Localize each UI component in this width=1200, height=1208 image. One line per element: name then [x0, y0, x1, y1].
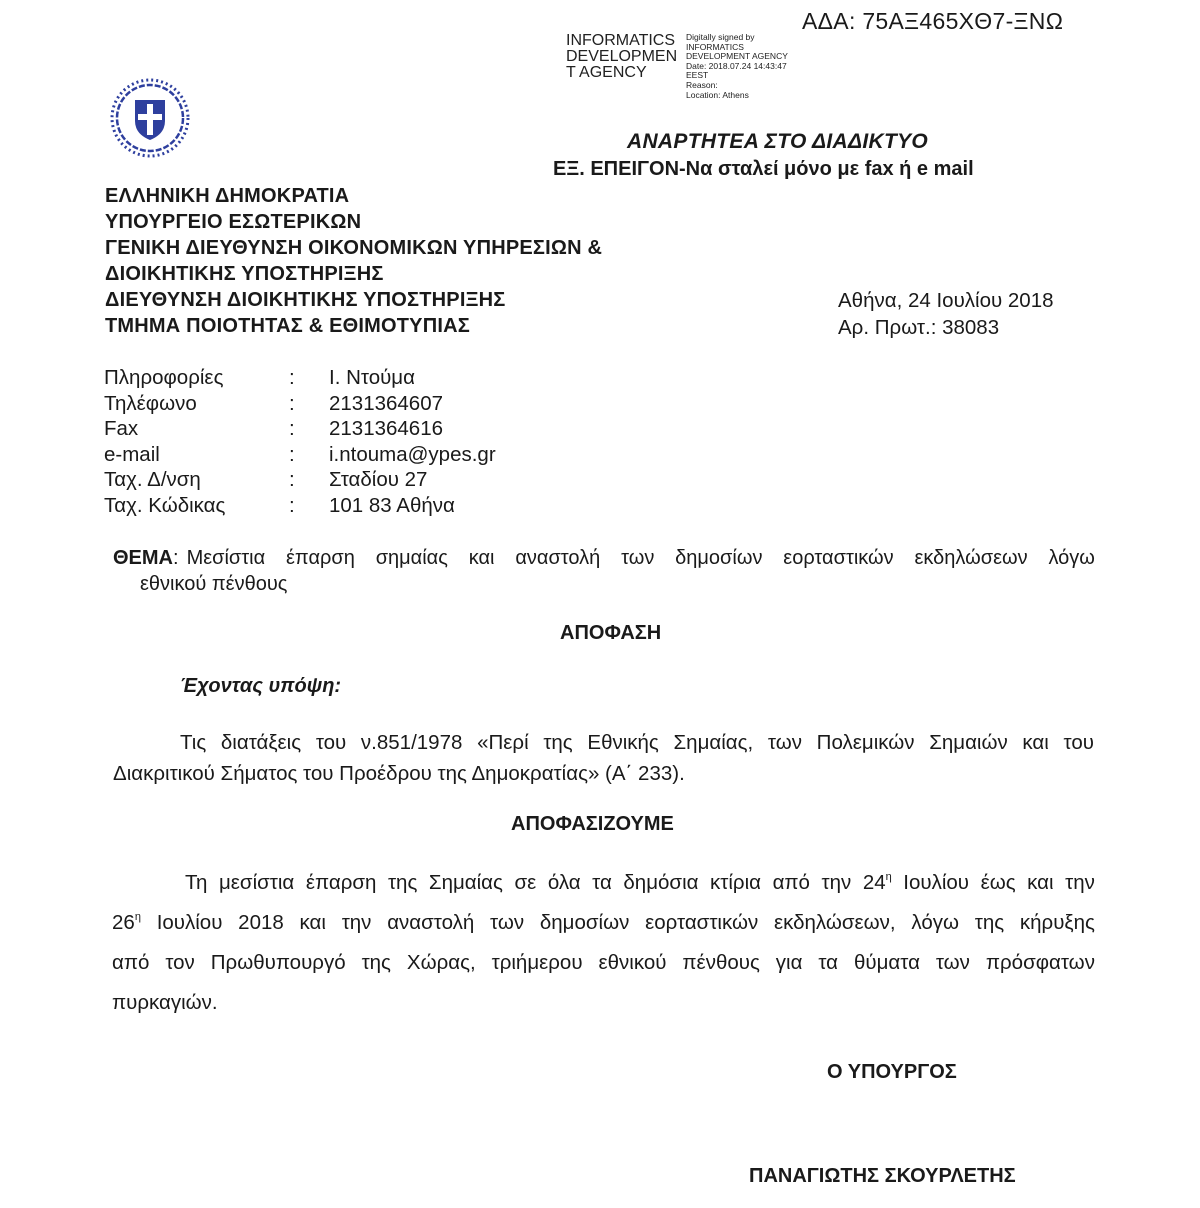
digital-signature-details [686, 33, 788, 100]
contact-value: 101 83 Αθήνα [329, 493, 455, 517]
contact-separator: : [289, 391, 295, 415]
authority-line: ΓΕΝΙΚΗ ΔΙΕΥΘΥΝΣΗ ΟΙΚΟΝΟΜΙΚΩΝ ΥΠΗΡΕΣΙΩΝ & [105, 237, 603, 259]
contact-value: i.ntouma@ypes.gr [329, 442, 496, 466]
word: εορταστικών [783, 547, 894, 569]
signature-detail: Date: 2018.07.24 14:43:47 [686, 60, 787, 71]
paragraph-line: Διακριτικού Σήματος του Προέδρου της Δημοκρατίας» (Α΄ 233). [113, 762, 685, 785]
word: σε [514, 871, 537, 894]
protocol-number: Αρ. Πρωτ.: 38083 [838, 316, 1000, 339]
word: του [315, 731, 347, 754]
contact-separator: : [289, 417, 295, 441]
contact-label: Fax [104, 417, 139, 441]
urgent-notice: ΕΞ. ΕΠΕΙΓΟΝ-Να σταλεί μόνο με fax ή e mail [553, 158, 974, 180]
word: λόγω [1048, 547, 1095, 569]
word: και [468, 547, 495, 569]
subject [113, 545, 1095, 597]
contact-value: 2131364616 [329, 417, 444, 441]
signature-detail: DEVELOPMENT AGENCY [686, 51, 788, 62]
considering-heading: Έχοντας υπόψη: [180, 675, 342, 697]
word: την [341, 911, 372, 934]
contact-label: e-mail [104, 442, 160, 466]
word: θύματα [853, 951, 920, 974]
word: $24^\eta$ [862, 871, 892, 894]
contact-value: 2131364607 [329, 391, 444, 415]
contact-separator: : [289, 366, 295, 389]
contact-separator: : [289, 493, 295, 517]
word: του [1063, 731, 1094, 754]
contact-separator: : [289, 442, 295, 466]
place-date: Αθήνα, 24 Ιουλίου 2018 [838, 289, 1054, 312]
digital-signature-signer [566, 33, 677, 81]
word: έπαρση [286, 547, 355, 569]
word: την [1065, 871, 1095, 894]
word: εθνικού [598, 951, 667, 974]
word: των [935, 951, 970, 974]
word: αναστολή [387, 911, 475, 934]
word: Σημαίας, [673, 731, 754, 754]
paragraph-line [112, 863, 1095, 903]
contact-label: Ταχ. Δ/νση [104, 468, 201, 492]
word: Τις [180, 731, 207, 754]
word: κτίρια [710, 871, 762, 894]
word: και [1022, 731, 1049, 754]
contact-label: Ταχ. Κώδικας [104, 493, 226, 517]
word: κήρυξης [1019, 911, 1095, 934]
word: εορταστικών [645, 911, 759, 934]
authority-line: ΤΜΗΜΑ ΠΟΙΟΤΗΤΑΣ & ΕΘΙΜΟΤΥΠΙΑΣ [105, 315, 470, 337]
decision-heading: ΑΠΟΦΑΣΗ [560, 622, 662, 644]
word: $26^\eta$ [112, 911, 141, 934]
word: των [621, 547, 655, 569]
issuing-authority [105, 183, 602, 339]
paragraph-line [112, 903, 1095, 943]
subject-text: εθνικού πένθους [140, 573, 288, 595]
word: πρόσφατων [985, 951, 1095, 974]
signature-detail: Digitally signed by [686, 32, 755, 42]
greek-state-emblem-icon [108, 76, 192, 160]
word: Σημαιών [929, 731, 1008, 754]
contact-label: Πληροφορίες [104, 366, 224, 389]
word: αναστολή [515, 547, 601, 569]
signer-line: T AGENCY [566, 64, 647, 81]
ada-code: ΑΔΑ: 75ΑΞ465ΧΘ7-ΞΝΩ [802, 8, 1064, 34]
word: των [767, 731, 802, 754]
signature-detail: INFORMATICS [686, 41, 744, 52]
word: Ιουλίου [156, 911, 223, 934]
word: των [490, 911, 525, 934]
word: διατάξεις [220, 731, 302, 754]
authority-line: ΥΠΟΥΡΓΕΙΟ ΕΣΩΤΕΡΙΚΩΝ [105, 211, 362, 233]
word: δημοσίων [675, 547, 763, 569]
word: Πολεμικών [816, 731, 915, 754]
authority-line: ΔΙΕΥΘΥΝΣΗ ΔΙΟΙΚΗΤΙΚΗΣ ΥΠΟΣΤΗΡΙΞΗΣ [105, 289, 506, 311]
consideration-paragraph [113, 727, 1094, 789]
ruling-text [185, 863, 1095, 903]
word: όλα [547, 871, 581, 894]
signature-detail: Location: Athens [686, 89, 749, 100]
word: από [772, 871, 810, 894]
word: 2018 [238, 911, 284, 934]
word: πένθους [682, 951, 760, 974]
paragraph-line: πυρκαγιών. [112, 991, 218, 1014]
authority-line: ΔΙΟΙΚΗΤΙΚΗΣ ΥΠΟΣΤΗΡΙΞΗΣ [105, 263, 384, 285]
word: εκδηλώσεων, [773, 911, 896, 934]
word: έως [980, 871, 1016, 894]
word: ν.851/1978 [360, 731, 463, 754]
subject-text [187, 545, 1095, 571]
word: και [1027, 871, 1054, 894]
contact-value: Σταδίου 27 [329, 468, 428, 492]
word: τον [165, 951, 195, 974]
word: εκδηλώσεων [914, 547, 1028, 569]
word: Σημαίας [428, 871, 503, 894]
subject-line: ΘΕΜΑ: Μεσίστια έπαρση σημαίας και αναστολή των δημοσίων εορταστικών εκδηλώσεων λόγω [113, 547, 1095, 569]
word: της [361, 951, 391, 974]
word: δημόσια [623, 871, 699, 894]
word: μεσίστια [218, 871, 295, 894]
place-date-block [838, 287, 1054, 341]
word: και [299, 911, 326, 934]
word: της [974, 911, 1005, 934]
word: για [775, 951, 803, 974]
ruling-text [112, 903, 1095, 943]
word: σημαίας [375, 547, 448, 569]
minister-name: ΠΑΝΑΓΙΩΤΗΣ ΣΚΟΥΡΛΕΤΗΣ [749, 1165, 1016, 1187]
word: «Περί [477, 731, 529, 754]
word: Πρωθυπουργό [210, 951, 346, 974]
signature-detail: EEST [686, 70, 709, 81]
word: από [112, 951, 150, 974]
paragraph-line [113, 727, 1094, 758]
word: τα [592, 871, 612, 894]
decide-heading: ΑΠΟΦΑΣΙΖΟΥΜΕ [511, 813, 674, 835]
signature-detail: Reason: [686, 79, 718, 90]
word: της [543, 731, 573, 754]
word: τα [818, 951, 839, 974]
word: της [387, 871, 418, 894]
word: Ιουλίου [903, 871, 970, 894]
signer-line: INFORMATICS [566, 32, 676, 49]
contact-value: Ι. Ντούμα [329, 366, 415, 389]
minister-title: Ο ΥΠΟΥΡΓΟΣ [827, 1061, 957, 1083]
publish-notice: ΑΝΑΡΤΗΤΕΑ ΣΤΟ ΔΙΑΔΙΚΤΥΟ [627, 130, 929, 153]
paragraph-line [112, 943, 1095, 983]
word: Εθνικής [587, 731, 659, 754]
authority-line: ΕΛΛΗΝΙΚΗ ΔΗΜΟΚΡΑΤΙΑ [105, 185, 350, 207]
ruling-paragraph [112, 863, 1095, 1023]
contact-separator: : [289, 468, 295, 492]
word: τριήμερου [491, 951, 583, 974]
word: Μεσίστια [186, 547, 266, 569]
subject-label: ΘΕΜΑ [113, 547, 173, 569]
word: δημοσίων [539, 911, 630, 934]
word: Τη [185, 871, 208, 894]
word: έπαρση [305, 871, 377, 894]
word: Χώρας, [406, 951, 476, 974]
contact-label: Τηλέφωνο [104, 391, 197, 415]
word: λόγω [911, 911, 959, 934]
signer-line: DEVELOPMEN [566, 48, 678, 65]
word: την [821, 871, 852, 894]
